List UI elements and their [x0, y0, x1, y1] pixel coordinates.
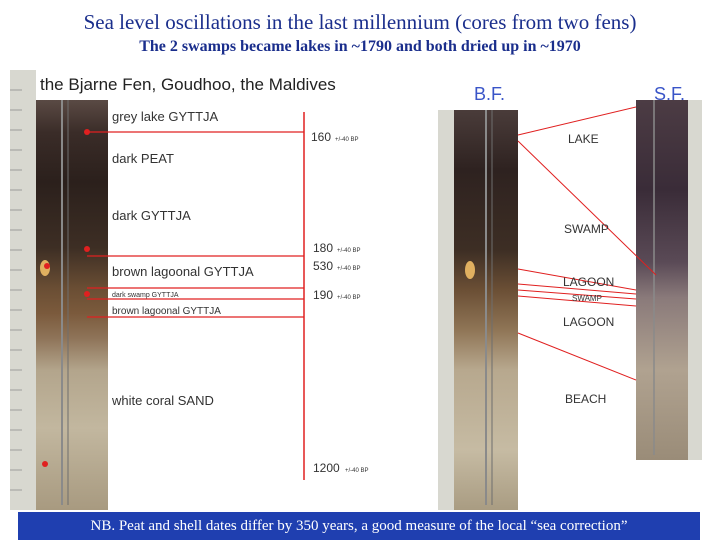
page-subtitle: The 2 swamps became lakes in ~1790 and both dried up in ~1970	[139, 38, 581, 55]
zone-lagoon-1: LAGOON	[563, 275, 615, 289]
date-180-error: +/-40 BP	[337, 248, 361, 254]
zone-lake: LAKE	[568, 132, 599, 146]
date-530-error: +/-40 BP	[337, 266, 361, 272]
zone-swamp-small: SWAMP	[572, 294, 602, 303]
left-panel-heading: the Bjarne Fen, Goudhoo, the Maldives	[40, 75, 336, 94]
date-1200: 1200	[313, 461, 340, 475]
layer-coral-sand: white coral SAND	[112, 393, 214, 408]
sample-dot	[44, 263, 50, 269]
date-160: 160	[311, 130, 332, 144]
sf-heading: S.F.	[654, 84, 686, 104]
shell-fragment	[465, 261, 475, 279]
sf-core	[636, 100, 688, 460]
date-180: 180	[313, 241, 334, 255]
date-1200-error: +/-40 BP	[345, 468, 369, 474]
layer-grey-lake: grey lake GYTTJA	[112, 109, 219, 124]
sample-dot	[84, 246, 90, 252]
zone-swamp: SWAMP	[564, 222, 609, 236]
layer-brown-lagoonal-1: brown lagoonal GYTTJA	[112, 264, 254, 279]
left-core-photo	[10, 70, 420, 510]
layer-dark-peat: dark PEAT	[112, 151, 174, 166]
layer-dark-swamp: dark swamp GYTTJA	[112, 292, 179, 299]
layer-brown-lagoonal-2: brown lagoonal GYTTJA	[112, 306, 221, 317]
sample-dot	[84, 291, 90, 297]
date-160-error: +/-40 BP	[335, 137, 359, 143]
zone-beach: BEACH	[565, 392, 607, 406]
bf-heading: B.F.	[474, 84, 506, 104]
date-530: 530	[313, 259, 334, 273]
layer-dark-gyttja: dark GYTTJA	[112, 208, 191, 223]
date-190-error: +/-40 BP	[337, 295, 361, 301]
zone-lagoon-2: LAGOON	[563, 315, 615, 329]
footer-note: NB. Peat and shell dates differ by 350 years, a good measure of the local “sea correction”	[18, 512, 700, 540]
date-190: 190	[313, 288, 334, 302]
page-title: Sea level oscillations in the last millennium (cores from two fens)	[83, 10, 637, 34]
sample-dot	[42, 461, 48, 467]
